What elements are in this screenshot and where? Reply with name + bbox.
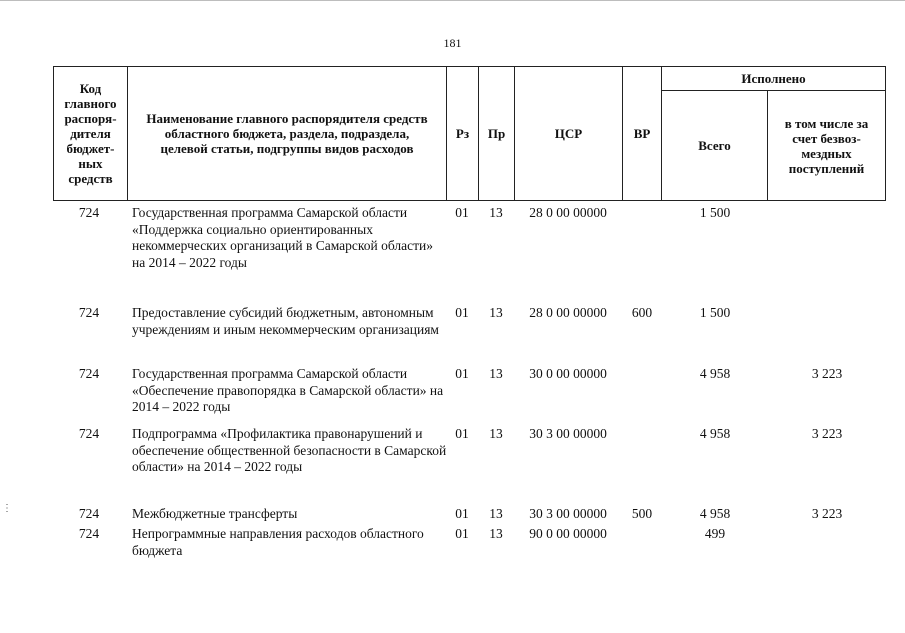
page-number: 181 xyxy=(443,36,462,50)
header-csr: ЦСР xyxy=(515,67,623,200)
row-2-code: 724 xyxy=(78,305,100,320)
row-4-code: 724 xyxy=(78,426,100,441)
header-name: Наименование главного распорядителя средств областного бюджета, раздела, подраздела, целевой статьи, подгруппы видов расходов xyxy=(128,67,447,200)
row-2-vr: 600 xyxy=(631,305,653,320)
row-3-code: 724 xyxy=(78,366,100,381)
header-incl-free: в том числе за счет безвоз-мездных поступлений xyxy=(784,115,869,176)
row-2-csr: 28 0 00 00000 xyxy=(529,305,607,320)
row-6-code: 724 xyxy=(78,526,100,541)
row-6-csr: 90 0 00 00000 xyxy=(529,526,607,541)
row-6-rz: 01 xyxy=(455,526,469,541)
row-2-pr: 13 xyxy=(489,305,503,320)
header-executed: Исполнено xyxy=(662,67,885,91)
scan-artifact: ⋮ xyxy=(2,503,12,514)
header-vr: ВР xyxy=(623,67,662,200)
header-pr: Пр xyxy=(479,67,515,200)
row-3-total: 4 958 xyxy=(699,366,731,381)
row-5-code: 724 xyxy=(78,506,100,521)
row-5-pr: 13 xyxy=(489,506,503,521)
row-1-total: 1 500 xyxy=(699,205,731,220)
row-2-name: Предоставление субсидий бюджетным, автономным учреждениям и иным некоммерческим организациям xyxy=(132,305,439,337)
row-5-rz: 01 xyxy=(455,506,469,521)
header-total: Всего xyxy=(662,91,768,200)
row-3-pr: 13 xyxy=(489,366,503,381)
table-header xyxy=(53,66,886,201)
row-4-free: 3 223 xyxy=(811,426,843,441)
row-5-name: Межбюджетные трансферты xyxy=(132,506,298,521)
row-4-pr: 13 xyxy=(489,426,503,441)
row-5-free: 3 223 xyxy=(811,506,843,521)
row-6-name: Непрограммные направления расходов областного бюджета xyxy=(132,526,424,558)
header-code: Код главного распоря-дителя бюджет-ных средств xyxy=(54,67,128,200)
row-3-csr: 30 0 00 00000 xyxy=(529,366,607,381)
row-6-total: 499 xyxy=(704,526,726,541)
row-3-name: Государственная программа Самарской области «Обеспечение правопорядка в Самарской области» на 2014 – 2022 годы xyxy=(132,366,444,414)
header-rz: Рз xyxy=(447,67,479,200)
row-4-name: Подпрограмма «Профилактика правонарушений и обеспечение общественной безопасности в Самарской области» на 2014 – 2022 годы xyxy=(132,426,447,474)
row-3-free: 3 223 xyxy=(811,366,843,381)
row-1-code: 724 xyxy=(78,205,100,220)
row-4-csr: 30 3 00 00000 xyxy=(529,426,607,441)
row-2-rz: 01 xyxy=(455,305,469,320)
row-1-rz: 01 xyxy=(455,205,469,220)
row-2-total: 1 500 xyxy=(699,305,731,320)
row-1-csr: 28 0 00 00000 xyxy=(529,205,607,220)
row-4-total: 4 958 xyxy=(699,426,731,441)
row-3-rz: 01 xyxy=(455,366,469,381)
row-6-pr: 13 xyxy=(489,526,503,541)
row-5-total: 4 958 xyxy=(699,506,731,521)
row-4-rz: 01 xyxy=(455,426,469,441)
row-1-pr: 13 xyxy=(489,205,503,220)
row-5-csr: 30 3 00 00000 xyxy=(529,506,607,521)
row-1-name: Государственная программа Самарской области «Поддержка социально ориентированных некоммерческих организаций в Самарской области» на 2014 – 2022 годы xyxy=(132,205,433,270)
row-5-vr: 500 xyxy=(631,506,653,521)
scan-top-edge xyxy=(0,0,905,1)
